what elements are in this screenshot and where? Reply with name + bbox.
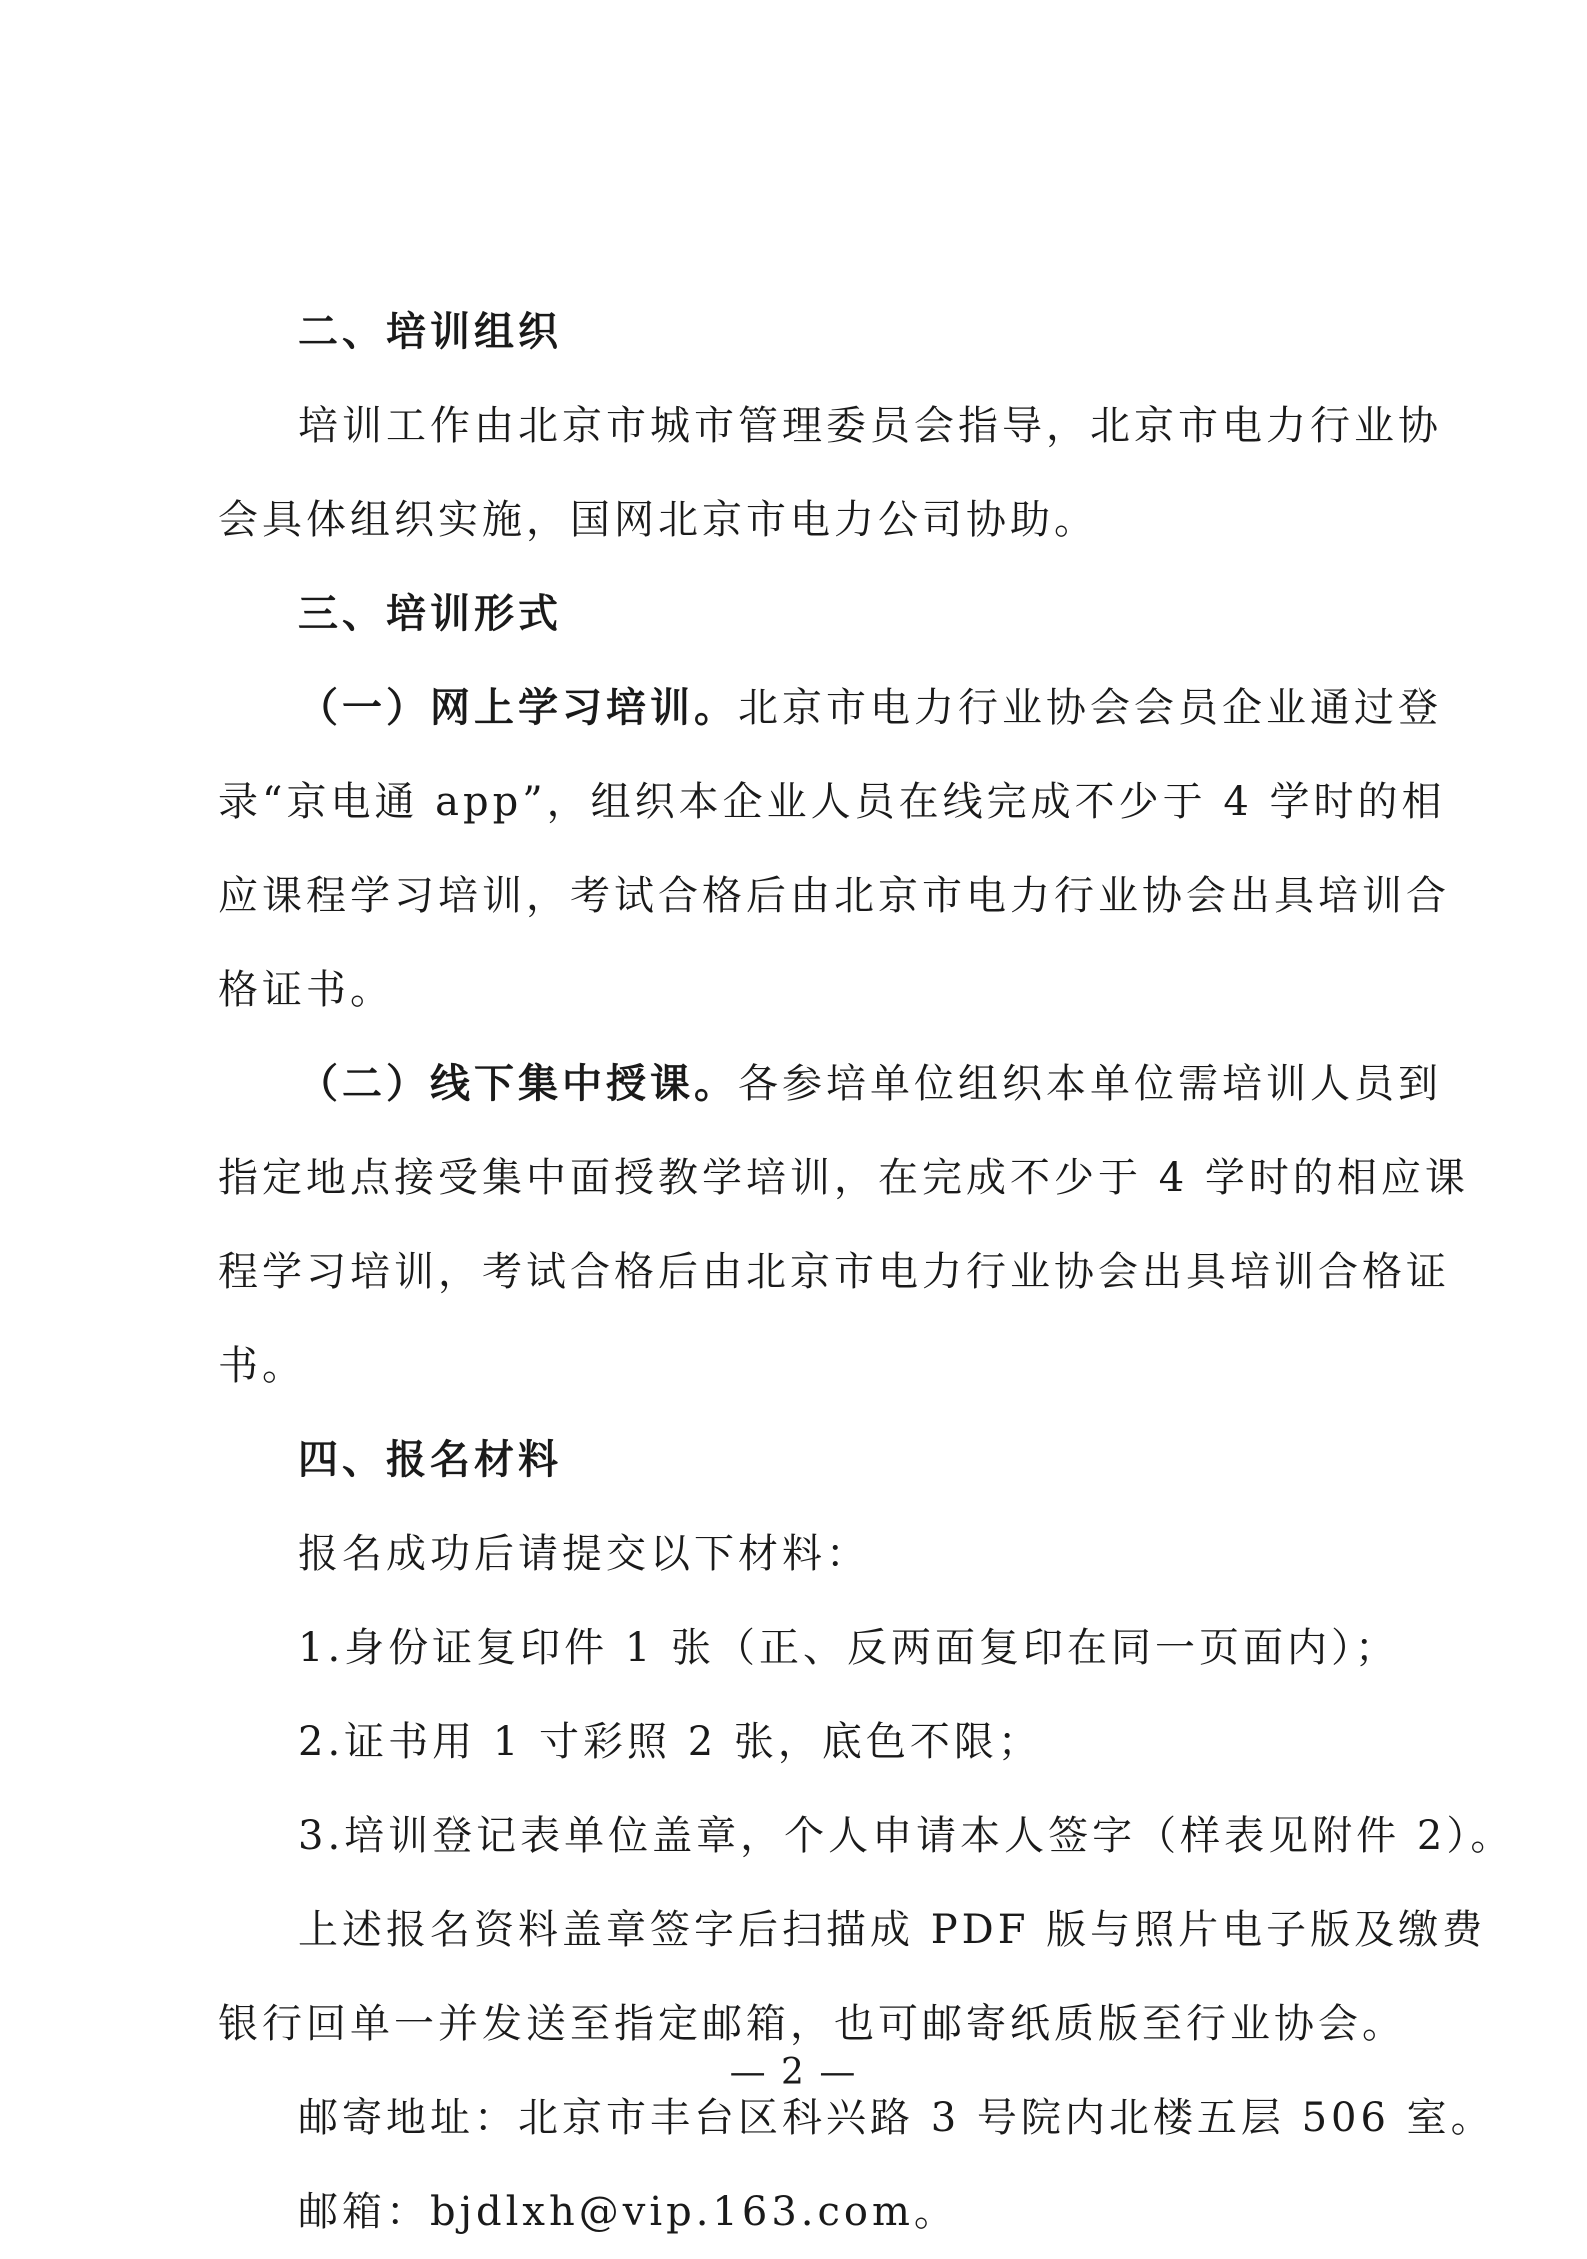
- mailing-address: 邮寄地址：北京市丰台区科兴路 3 号院内北楼五层 506 室。: [298, 2095, 1495, 2141]
- paragraph-text: 各参培单位组织本单位需培训人员到: [738, 1061, 1442, 1107]
- email-address: 邮箱：bjdlxh@vip.163.com。: [298, 2189, 958, 2235]
- list-item: 3.培训登记表单位盖章，个人申请本人签字（样表见附件 2）。: [298, 1813, 1515, 1859]
- page-number: — 2 —: [729, 2052, 858, 2093]
- paragraph-line: 上述报名资料盖章签字后扫描成 PDF 版与照片电子版及缴费: [298, 1907, 1487, 1953]
- list-item: 1.身份证复印件 1 张（正、反两面复印在同一页面内）；: [298, 1625, 1400, 1671]
- subsection-title-offline: （二）线下集中授课。: [298, 1061, 738, 1107]
- paragraph-line: 格证书。: [218, 967, 394, 1013]
- paragraph-line: 培训工作由北京市城市管理委员会指导，北京市电力行业协: [298, 403, 1442, 449]
- paragraph-line: 录“京电通 app”，组织本企业人员在线完成不少于 4 学时的相: [218, 779, 1446, 825]
- paragraph-line: [218, 661, 1442, 755]
- paragraph-line: [218, 1037, 1442, 1131]
- paragraph-line: 报名成功后请提交以下材料：: [298, 1531, 870, 1577]
- section-heading-training-organization: 二、培训组织: [298, 309, 562, 355]
- paragraph-line: 书。: [218, 1343, 306, 1389]
- list-item: 2.证书用 1 寸彩照 2 张，底色不限；: [298, 1719, 1042, 1765]
- paragraph-line: 会具体组织实施，国网北京市电力公司协助。: [218, 497, 1098, 543]
- paragraph-line: 程学习培训，考试合格后由北京市电力行业协会出具培训合格证: [218, 1249, 1450, 1295]
- document-body: [218, 285, 1515, 2259]
- subsection-title-online: （一）网上学习培训。: [298, 685, 738, 731]
- paragraph-line: 银行回单一并发送至指定邮箱，也可邮寄纸质版至行业协会。: [218, 2001, 1406, 2047]
- section-heading-registration-materials: 四、报名材料: [298, 1437, 562, 1483]
- section-heading-training-format: 三、培训形式: [298, 591, 562, 637]
- paragraph-text: 北京市电力行业协会会员企业通过登: [738, 685, 1442, 731]
- paragraph-line: 应课程学习培训，考试合格后由北京市电力行业协会出具培训合: [218, 873, 1450, 919]
- paragraph-line: 指定地点接受集中面授教学培训，在完成不少于 4 学时的相应课: [218, 1155, 1469, 1201]
